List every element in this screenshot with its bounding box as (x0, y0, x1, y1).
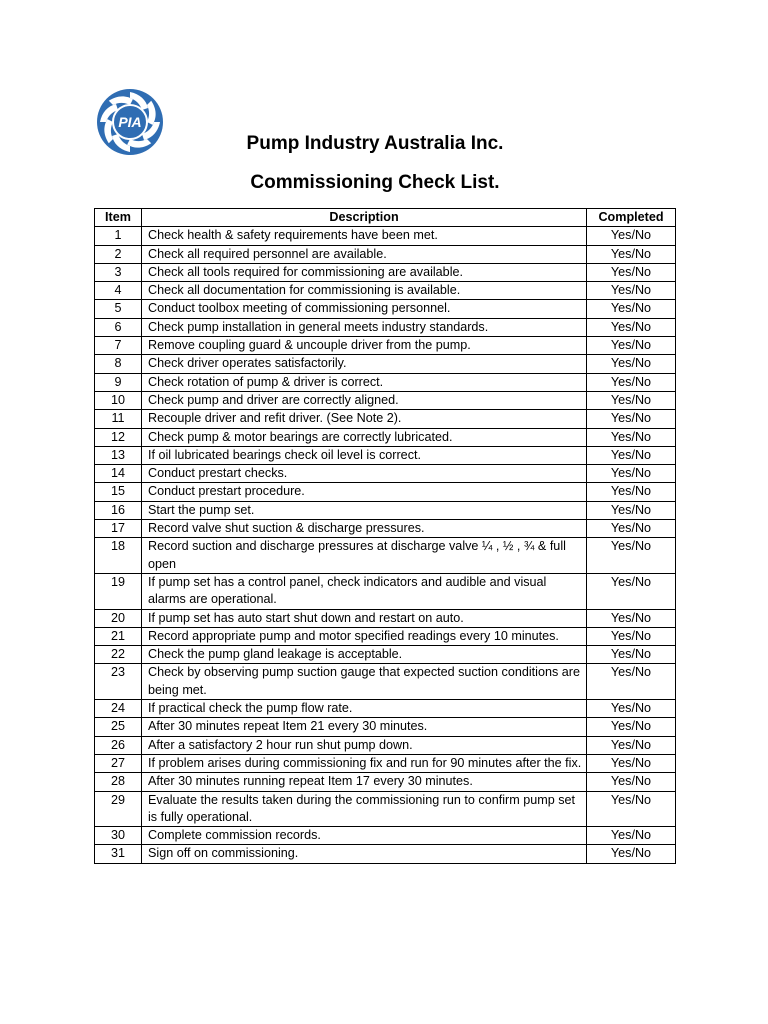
cell-description: Check driver operates satisfactorily. (142, 355, 587, 373)
cell-item: 30 (95, 827, 142, 845)
cell-item: 27 (95, 754, 142, 772)
cell-completed: Yes/No (587, 754, 676, 772)
cell-description: Conduct prestart checks. (142, 465, 587, 483)
cell-completed: Yes/No (587, 700, 676, 718)
table-row (95, 446, 676, 464)
cell-completed: Yes/No (587, 773, 676, 791)
table-row (95, 263, 676, 281)
cell-completed: Yes/No (587, 227, 676, 245)
cell-completed: Yes/No (587, 391, 676, 409)
cell-completed: Yes/No (587, 501, 676, 519)
table-row (95, 773, 676, 791)
cell-completed: Yes/No (587, 520, 676, 538)
cell-description: Conduct prestart procedure. (142, 483, 587, 501)
table-header-row (95, 209, 676, 227)
table-row (95, 827, 676, 845)
cell-description: Record appropriate pump and motor specified readings every 10 minutes. (142, 627, 587, 645)
table-row (95, 501, 676, 519)
cell-description: After 30 minutes repeat Item 21 every 30 minutes. (142, 718, 587, 736)
cell-description: Record suction and discharge pressures at discharge valve ¼ , ½ , ¾ & full open (142, 538, 587, 574)
cell-description: Sign off on commissioning. (142, 845, 587, 863)
table-row (95, 428, 676, 446)
table-row (95, 718, 676, 736)
cell-description: Remove coupling guard & uncouple driver from the pump. (142, 337, 587, 355)
cell-description: Recouple driver and refit driver. (See Note 2). (142, 410, 587, 428)
cell-item: 15 (95, 483, 142, 501)
cell-completed: Yes/No (587, 736, 676, 754)
column-header-completed: Completed (587, 209, 676, 227)
table-row (95, 318, 676, 336)
table-row (95, 700, 676, 718)
table-row (95, 410, 676, 428)
cell-completed: Yes/No (587, 282, 676, 300)
cell-description: If practical check the pump flow rate. (142, 700, 587, 718)
organization-title: Pump Industry Australia Inc. (246, 133, 504, 154)
cell-completed: Yes/No (587, 627, 676, 645)
cell-completed: Yes/No (587, 318, 676, 336)
cell-item: 23 (95, 664, 142, 700)
table-row (95, 483, 676, 501)
cell-completed: Yes/No (587, 573, 676, 609)
cell-item: 29 (95, 791, 142, 827)
cell-description: If problem arises during commissioning fix and run for 90 minutes after the fix. (142, 754, 587, 772)
cell-item: 25 (95, 718, 142, 736)
cell-description: Start the pump set. (142, 501, 587, 519)
logo-text: PIA (118, 114, 142, 130)
table-row (95, 609, 676, 627)
cell-item: 20 (95, 609, 142, 627)
cell-completed: Yes/No (587, 446, 676, 464)
table-row (95, 337, 676, 355)
table-row (95, 791, 676, 827)
table-row (95, 391, 676, 409)
cell-item: 19 (95, 573, 142, 609)
column-header-description: Description (142, 209, 587, 227)
document-title: Commissioning Check List. (250, 172, 500, 193)
cell-item: 11 (95, 410, 142, 428)
table-row (95, 373, 676, 391)
cell-description: Check all required personnel are available. (142, 245, 587, 263)
cell-completed: Yes/No (587, 410, 676, 428)
cell-description: Check pump installation in general meets industry standards. (142, 318, 587, 336)
checklist-table (94, 208, 676, 864)
cell-description: Check the pump gland leakage is acceptable. (142, 646, 587, 664)
cell-completed: Yes/No (587, 483, 676, 501)
cell-item: 22 (95, 646, 142, 664)
table-row (95, 845, 676, 863)
cell-completed: Yes/No (587, 428, 676, 446)
table-row (95, 300, 676, 318)
table-row (95, 520, 676, 538)
cell-item: 4 (95, 282, 142, 300)
cell-item: 1 (95, 227, 142, 245)
cell-completed: Yes/No (587, 355, 676, 373)
table-row (95, 465, 676, 483)
cell-completed: Yes/No (587, 827, 676, 845)
cell-description: Complete commission records. (142, 827, 587, 845)
cell-completed: Yes/No (587, 664, 676, 700)
cell-item: 7 (95, 337, 142, 355)
cell-description: Check rotation of pump & driver is correct. (142, 373, 587, 391)
table-row (95, 227, 676, 245)
cell-description: Check pump & motor bearings are correctly lubricated. (142, 428, 587, 446)
column-header-item: Item (95, 209, 142, 227)
cell-item: 8 (95, 355, 142, 373)
table-row (95, 664, 676, 700)
cell-completed: Yes/No (587, 646, 676, 664)
cell-description: If pump set has auto start shut down and restart on auto. (142, 609, 587, 627)
cell-completed: Yes/No (587, 263, 676, 281)
cell-description: If oil lubricated bearings check oil level is correct. (142, 446, 587, 464)
cell-description: Check pump and driver are correctly aligned. (142, 391, 587, 409)
table-row (95, 355, 676, 373)
cell-completed: Yes/No (587, 538, 676, 574)
cell-item: 16 (95, 501, 142, 519)
cell-item: 13 (95, 446, 142, 464)
cell-completed: Yes/No (587, 718, 676, 736)
cell-completed: Yes/No (587, 245, 676, 263)
cell-description: Check by observing pump suction gauge that expected suction conditions are being met. (142, 664, 587, 700)
table-row (95, 573, 676, 609)
cell-completed: Yes/No (587, 300, 676, 318)
cell-completed: Yes/No (587, 609, 676, 627)
cell-item: 17 (95, 520, 142, 538)
cell-description: Evaluate the results taken during the commissioning run to confirm pump set is fully operational. (142, 791, 587, 827)
cell-completed: Yes/No (587, 337, 676, 355)
cell-completed: Yes/No (587, 845, 676, 863)
cell-item: 12 (95, 428, 142, 446)
cell-item: 26 (95, 736, 142, 754)
cell-description: After 30 minutes running repeat Item 17 every 30 minutes. (142, 773, 587, 791)
table-row (95, 646, 676, 664)
cell-description: Record valve shut suction & discharge pressures. (142, 520, 587, 538)
cell-item: 6 (95, 318, 142, 336)
cell-completed: Yes/No (587, 791, 676, 827)
cell-item: 14 (95, 465, 142, 483)
table-row (95, 282, 676, 300)
table-row (95, 245, 676, 263)
table-row (95, 754, 676, 772)
cell-item: 18 (95, 538, 142, 574)
cell-item: 2 (95, 245, 142, 263)
table-row (95, 736, 676, 754)
cell-description: Check all tools required for commissioning are available. (142, 263, 587, 281)
cell-completed: Yes/No (587, 465, 676, 483)
cell-item: 5 (95, 300, 142, 318)
table-row (95, 627, 676, 645)
table-row (95, 538, 676, 574)
cell-item: 3 (95, 263, 142, 281)
cell-description: Check all documentation for commissioning is available. (142, 282, 587, 300)
cell-item: 9 (95, 373, 142, 391)
cell-item: 10 (95, 391, 142, 409)
cell-description: After a satisfactory 2 hour run shut pump down. (142, 736, 587, 754)
cell-completed: Yes/No (587, 373, 676, 391)
cell-item: 21 (95, 627, 142, 645)
cell-item: 31 (95, 845, 142, 863)
cell-description: If pump set has a control panel, check indicators and audible and visual alarms are operational. (142, 573, 587, 609)
cell-item: 24 (95, 700, 142, 718)
cell-item: 28 (95, 773, 142, 791)
cell-description: Check health & safety requirements have been met. (142, 227, 587, 245)
cell-description: Conduct toolbox meeting of commissioning personnel. (142, 300, 587, 318)
